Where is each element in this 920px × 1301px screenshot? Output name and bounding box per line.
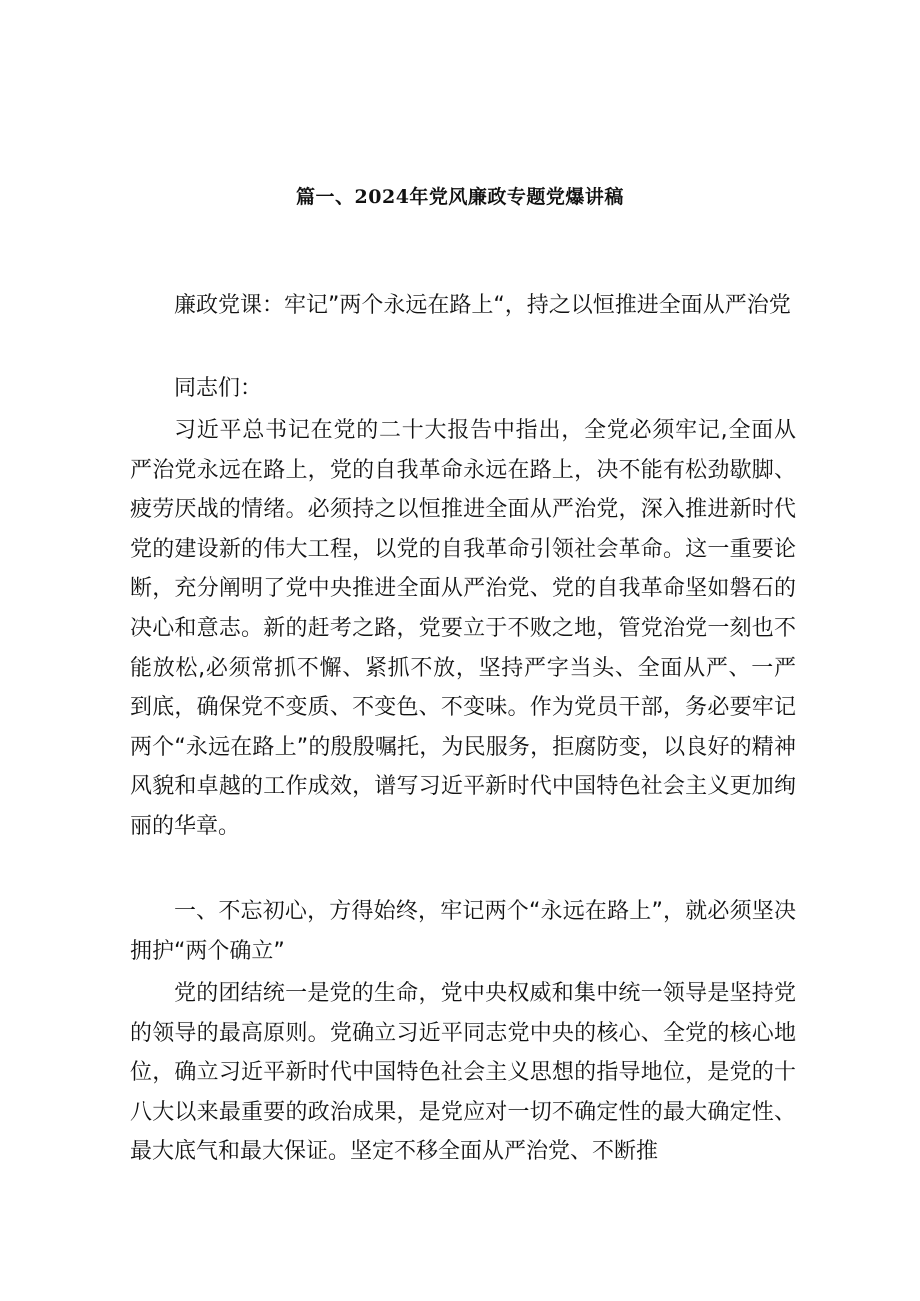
section-paragraph: 党的团结统一是党的生命，党中央权威和集中统一领导是坚持党的领导的最高原则。党确立习近平同志党中央的核心、全党的核心地位，确立习近平新时代中国特色社会主义思想的指导地位，是党的十八大以来最重要的政治成果，是党应对一切不确定性的最大确定性、最大底气和最大保证。坚定不移全面从严治党、不断推 [130,981,796,1165]
greeting: 同志们： [174,376,263,401]
body-paragraph: 习近平总书记在党的二十大报告中指出，全党必须牢记,全面从严治党永远在路上，党的自我革命永远在路上，决不能有松劲歇脚、疲劳厌战的情绪。必须持之以恒推进全面从严治党，深入推进新时代党的建设新的伟大工程，以党的自我革命引领社会革命。这一重要论断，充分阐明了党中央推进全面从严治党、党的自我革命坚如磐石的决心和意志。新的赶考之路，党要立于不败之地，管党治党一刻也不能放松,必须常抓不懈、紧抓不放，坚持严字当头、全面从严、一严到底，确保党不变质、不变色、不变味。作为党员干部，务必要牢记两个“永远在路上”的殷殷嘱托，为民服务，拒腐防变，以良好的精神风貌和卓越的工作成效，谱写习近平新时代中国特色社会主义更加绚丽的华章。 [130,418,796,839]
section-heading: 一、不忘初心，方得始终，牢记两个“永远在路上”，就必须坚决拥护“两个确立” [130,899,796,964]
document-title: 篇一、2024年党风廉政专题党爆讲稿 [296,186,624,208]
lecture-subtitle: 廉政党课：牢记”两个永远在路上“，持之以恒推进全面从严治党 [174,293,791,318]
